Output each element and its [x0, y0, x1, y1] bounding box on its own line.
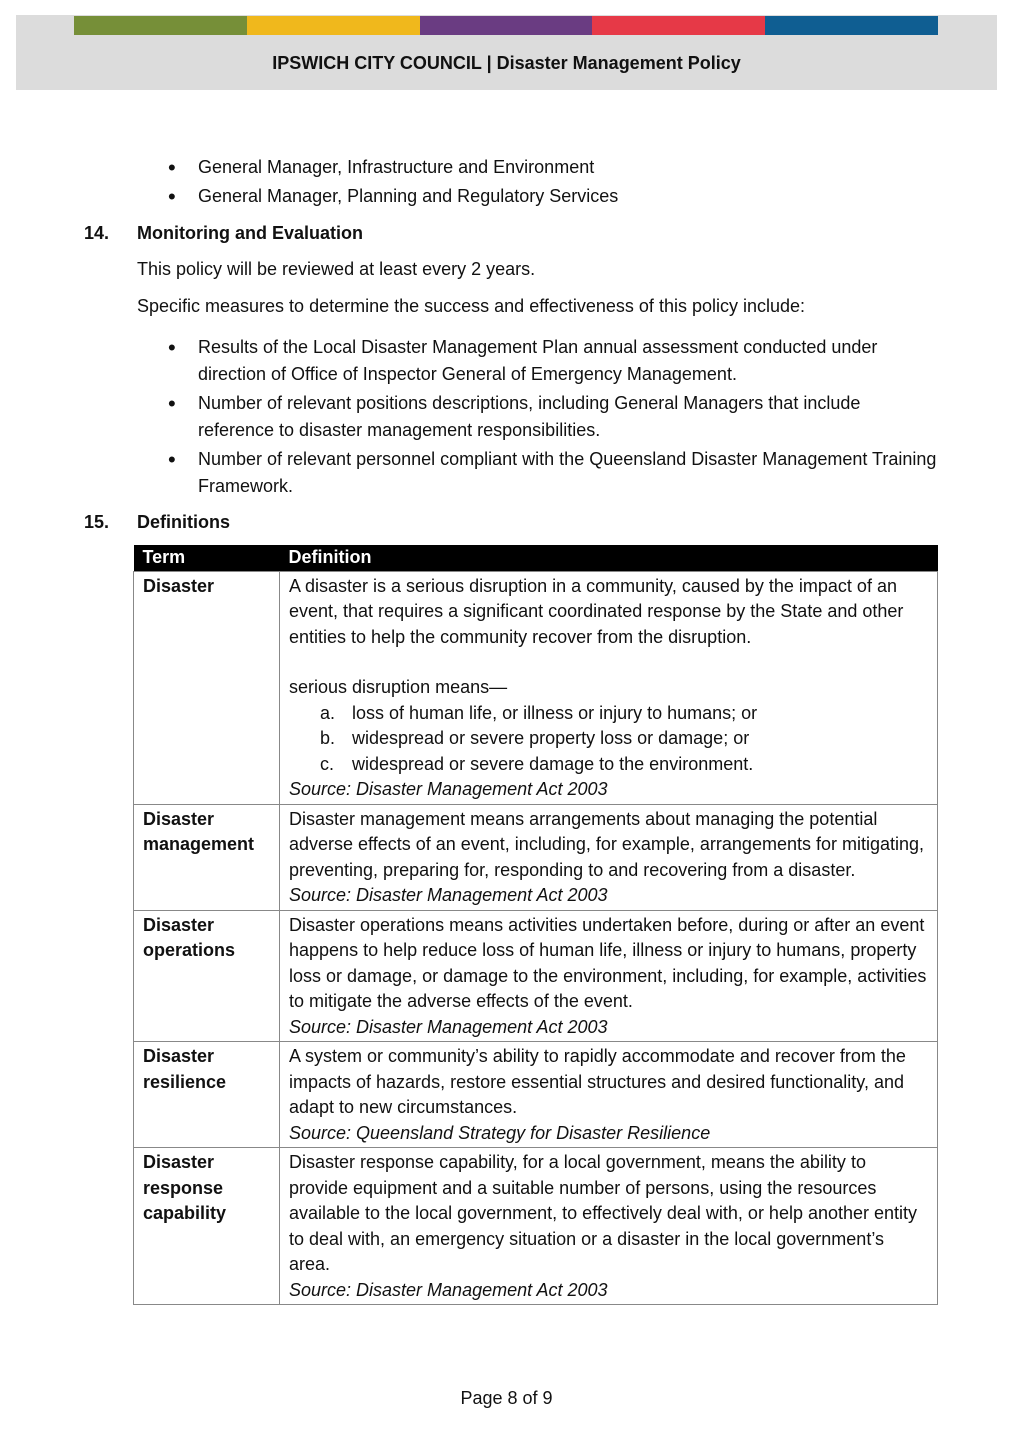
term-cell: Disaster: [134, 571, 280, 804]
definition-source: Source: Disaster Management Act 2003: [289, 885, 608, 905]
definition-cell: [280, 910, 938, 1042]
term-cell: Disaster response capability: [134, 1148, 280, 1305]
list-item: • General Manager, Planning and Regulatory Services: [168, 183, 928, 210]
definition-cell: [280, 1042, 938, 1148]
list-item: • General Manager, Infrastructure and Environment: [168, 154, 928, 181]
table-row: [134, 1148, 938, 1305]
stripe-purple: [420, 16, 593, 35]
section-14-paragraph-1: This policy will be reviewed at least every 2 years.: [137, 259, 536, 279]
table-header-row: [134, 545, 938, 571]
list-marker: b.: [320, 728, 336, 748]
table-row: [134, 910, 938, 1042]
definition-text: Disaster management means arrangements about managing the potential adverse effects of an event, including, for example, arrangements for mitigating, preventing, preparing for, responding to and recovering from a disaster.: [289, 808, 925, 880]
term-cell: Disaster resilience: [134, 1042, 280, 1148]
term-cell: Disaster management: [134, 804, 280, 910]
stripe-red: [592, 16, 765, 35]
list-item: [320, 726, 928, 752]
list-item: [320, 752, 928, 778]
stripe-green: [74, 16, 247, 35]
list-marker: c.: [320, 753, 335, 774]
table-row: [134, 1042, 938, 1148]
list-item: • Number of relevant personnel compliant with the Queensland Disaster Management Training Framework.: [168, 446, 938, 500]
definition-text: A disaster is a serious disruption in a community, caused by the impact of an event, that requires a significant coordinated response by the State and other entities to help the community recover from the disruption.: [289, 575, 904, 647]
column-header-term: Term: [134, 545, 280, 571]
definition-source: Source: Disaster Management Act 2003: [289, 1279, 608, 1300]
definition-source: Source: Queensland Strategy for Disaster Resilience: [289, 1122, 711, 1143]
section-14-title: Monitoring and Evaluation: [137, 223, 363, 243]
definition-extra-text: serious disruption means—: [289, 677, 508, 697]
header-color-strip: [74, 16, 938, 35]
list-item: [320, 701, 928, 727]
page-number: Page 8 of 9: [460, 1388, 553, 1408]
section-15-title: Definitions: [137, 512, 230, 532]
definition-cell: [280, 804, 938, 910]
column-header-definition: Definition: [280, 545, 938, 571]
term-cell: Disaster operations: [134, 910, 280, 1042]
section-14-paragraph-2: Specific measures to determine the success and effectiveness of this policy include:: [137, 296, 806, 316]
stripe-yellow: [247, 16, 420, 35]
definition-cell: [280, 571, 938, 804]
definition-text: A system or community’s ability to rapidly accommodate and recover from the impacts of hazards, restore essential structures and desired functionality, and adapt to new circumstances.: [289, 1046, 906, 1117]
definition-text: Disaster response capability, for a local government, means the ability to provide equipment and a suitable number of persons, using the resources available to the local government, to effectively deal with, or help another entity to deal with, an emergency situation or a disaster in the local government’s area.: [289, 1152, 918, 1274]
document-header-title: IPSWICH CITY COUNCIL | Disaster Management Policy: [272, 53, 741, 73]
definitions-table: [133, 545, 938, 1305]
table-row: [134, 571, 938, 804]
definition-source: Source: Disaster Management Act 2003: [289, 1016, 608, 1037]
section-14-number: 14.: [84, 223, 110, 243]
section-15-number: 15.: [84, 512, 110, 532]
definition-source: Source: Disaster Management Act 2003: [289, 779, 608, 799]
list-text: loss of human life, or illness or injury to humans; or: [352, 702, 758, 723]
list-text: widespread or severe damage to the environment.: [352, 753, 754, 774]
definition-cell: [280, 1148, 938, 1305]
definition-sub-list: [289, 701, 928, 778]
top-bullet-list: [168, 154, 928, 210]
list-item: • Number of relevant positions descriptions, including General Managers that include reference to disaster management responsibilities.: [168, 390, 938, 444]
section-14-bullet-list: [168, 334, 938, 500]
table-row: [134, 804, 938, 910]
list-marker: a.: [320, 702, 336, 723]
list-text: widespread or severe property loss or damage; or: [352, 728, 750, 748]
list-item: • Results of the Local Disaster Management Plan annual assessment conducted under direction of Office of Inspector General of Emergency Management.: [168, 334, 938, 388]
definition-text: Disaster operations means activities undertaken before, during or after an event happens to help reduce loss of human life, illness or injury to humans, property loss or damage, or damage to the environment, including, for example, activities to mitigate the adverse effects of the event.: [289, 914, 927, 1011]
stripe-blue: [765, 16, 938, 35]
